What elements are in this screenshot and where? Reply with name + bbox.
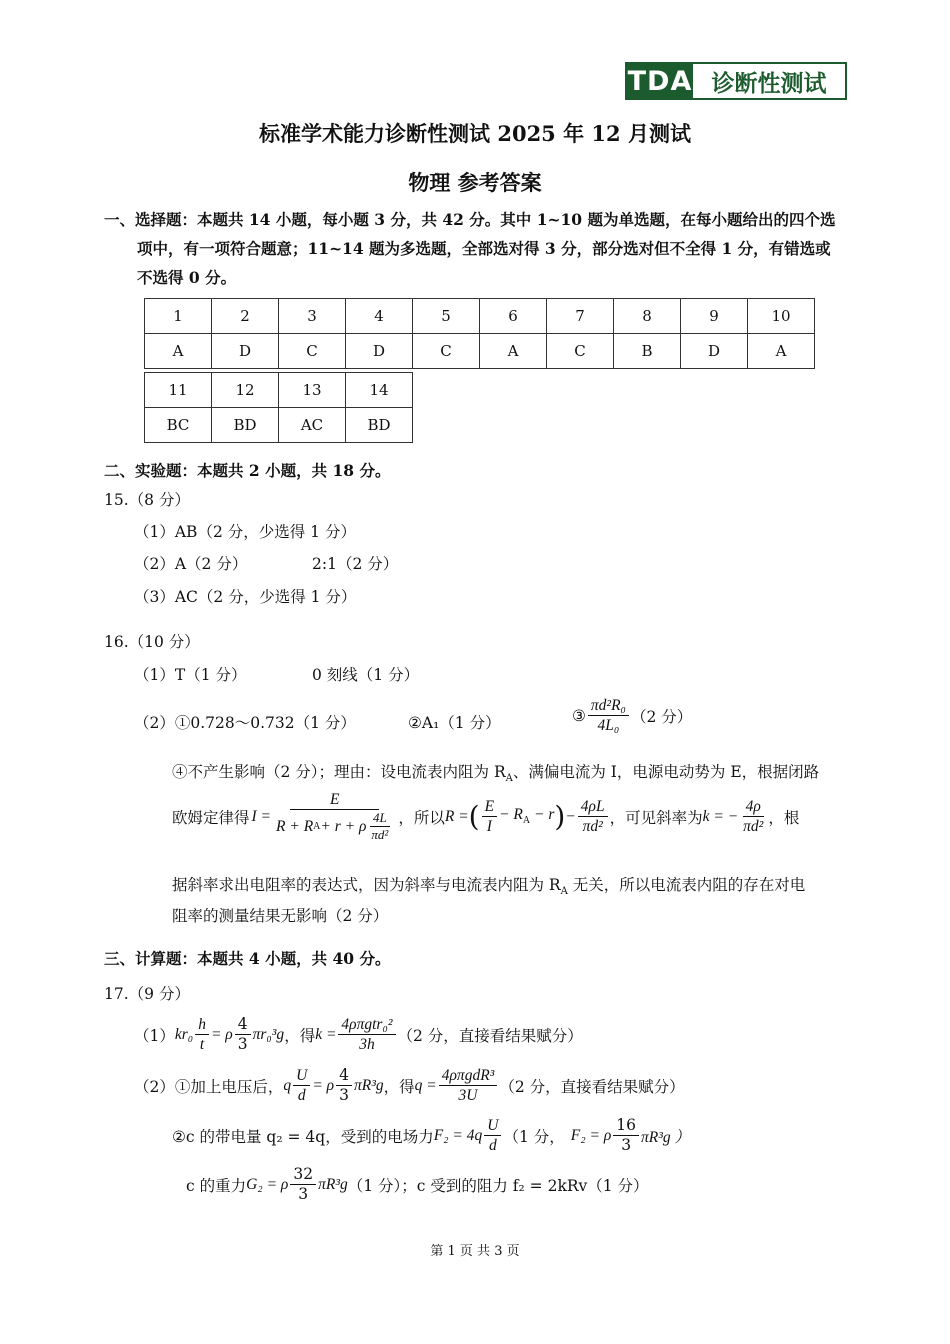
table-cell: 6 xyxy=(480,299,547,334)
fraction-E-over-I xyxy=(482,797,497,836)
table-cell: 5 xyxy=(413,299,480,334)
q17-label: 17.（9 分） xyxy=(104,985,190,1003)
subscript: A xyxy=(505,773,513,785)
q16-label: 16.（10 分） xyxy=(104,633,200,651)
section1-line2: 项中，有一项符合题意；11~14 题为多选题，全部选对得 3 分，部分选对但不全得 1 分，有错选或 xyxy=(137,239,831,258)
text: ，所以 xyxy=(398,808,445,827)
q16-part4-line2 xyxy=(172,790,799,843)
table-cell: 4 xyxy=(346,299,413,334)
text: （1 分）；c 受到的阻力 f₂ = 2kRv（1 分） xyxy=(347,1176,649,1195)
fraction-numerator: U xyxy=(293,1066,310,1086)
q16-part2c-score: （2 分） xyxy=(630,707,693,726)
q15-part1: （1）AB（2 分，少选得 1 分） xyxy=(134,523,356,541)
logo-text: 诊断性测试 xyxy=(711,70,827,97)
table-cell: 10 xyxy=(748,299,815,334)
table-cell: AC xyxy=(279,408,346,443)
text: R + R xyxy=(276,818,314,835)
fraction-4pL xyxy=(578,797,608,836)
text: （2）①加上电压后， xyxy=(134,1077,284,1096)
text: 据斜率求出电阻率的表达式，因为斜率与电流表内阻为 R xyxy=(172,876,561,894)
table-cell: B xyxy=(614,334,681,369)
right-paren: ) xyxy=(554,800,566,833)
table-row xyxy=(145,299,815,334)
table-cell: D xyxy=(681,334,748,369)
q16-part4-line4: 阻率的测量结果无影响（2 分） xyxy=(172,907,389,925)
minus-sign: − xyxy=(565,807,576,825)
subscript: A xyxy=(560,886,568,898)
q17-part1 xyxy=(134,1015,583,1054)
math-F: F₂ = 4q xyxy=(433,1126,483,1144)
fraction-denominator: d xyxy=(489,1137,497,1154)
table-cell: 13 xyxy=(279,373,346,408)
fraction-numerator: 4ρL xyxy=(578,797,608,817)
table-cell: BD xyxy=(346,408,413,443)
text: （1） xyxy=(134,1026,175,1045)
fraction-U-over-d xyxy=(484,1116,501,1155)
text: 欧姆定律得 xyxy=(172,808,250,827)
math-I: I = xyxy=(251,807,272,825)
text: 、满偏电流为 I，电源电动势为 E，根据闭路 xyxy=(512,763,820,781)
fraction-denominator: 3 xyxy=(298,1185,309,1203)
fraction-numerator: 4L xyxy=(370,810,390,827)
fraction-q xyxy=(439,1066,498,1105)
fraction-inner xyxy=(368,810,391,843)
q15-part2a: （2）A（2 分） xyxy=(134,555,248,573)
q15-label: 15.（8 分） xyxy=(104,491,190,509)
fraction-denominator: πd² xyxy=(371,827,389,842)
answer-table-2 xyxy=(144,372,413,443)
fraction-denominator: 3U xyxy=(458,1087,478,1104)
fraction-numerator: 4 xyxy=(235,1015,251,1035)
table-cell: 11 xyxy=(145,373,212,408)
fraction-h-over-t xyxy=(195,1015,209,1054)
subscript: A xyxy=(313,821,321,832)
fraction-numerator: 4ρ xyxy=(743,797,764,817)
fraction-numerator: 16 xyxy=(613,1116,639,1136)
q16-part2c xyxy=(572,696,692,735)
text: ，得 xyxy=(383,1077,415,1096)
q17-part4 xyxy=(186,1165,649,1204)
table-cell: A xyxy=(145,334,212,369)
fraction-denominator: d xyxy=(297,1087,306,1104)
page-title: 标准学术能力诊断性测试 2025 年 12 月测试 xyxy=(259,121,691,146)
fraction-denominator: 3 xyxy=(621,1136,632,1154)
math-R: R = xyxy=(444,807,469,825)
table-cell: D xyxy=(346,334,413,369)
text: （1 分， xyxy=(503,1127,565,1146)
q16-part2b: ②A₁（1 分） xyxy=(408,714,501,732)
table-cell: 8 xyxy=(614,299,681,334)
text: πR³g xyxy=(353,1076,384,1094)
fraction-16-3 xyxy=(613,1116,639,1155)
table-cell: 14 xyxy=(346,373,413,408)
subscript: A xyxy=(522,815,531,827)
fraction-numerator: 32 xyxy=(290,1165,316,1185)
math-F2: F₂ = ρ xyxy=(570,1126,612,1144)
table-cell: D xyxy=(212,334,279,369)
table-cell: A xyxy=(480,334,547,369)
table-cell: C xyxy=(413,334,480,369)
q16-part2c-mark: ③ xyxy=(572,706,586,725)
math-q: q xyxy=(283,1076,292,1094)
table-cell: 9 xyxy=(681,299,748,334)
fraction-numerator: U xyxy=(484,1116,501,1136)
answer-table-1 xyxy=(144,298,815,369)
section3-heading: 三、计算题：本题共 4 小题，共 40 分。 xyxy=(104,949,391,968)
table-cell: 3 xyxy=(279,299,346,334)
table-cell: 2 xyxy=(212,299,279,334)
table-row xyxy=(145,334,815,369)
section2-heading: 二、实验题：本题共 2 小题，共 18 分。 xyxy=(104,461,391,480)
table-cell: A xyxy=(748,334,815,369)
table-cell: C xyxy=(547,334,614,369)
text: ②c 的带电量 q₂ = 4q，受到的电场力 xyxy=(172,1127,434,1146)
fraction-4-3 xyxy=(235,1015,251,1054)
text: ，得 xyxy=(284,1026,316,1045)
fraction-denominator: πd² xyxy=(743,818,764,835)
q16-part1a: （1）T（1 分） xyxy=(134,666,247,684)
fraction-numerator: 4ρπgtr₀² xyxy=(338,1015,395,1035)
fraction-denominator: I xyxy=(486,818,492,835)
fraction-numerator: h xyxy=(195,1015,209,1035)
fraction-numerator: 4 xyxy=(336,1066,352,1086)
left-paren: ( xyxy=(468,800,480,833)
text: = ρ xyxy=(210,1025,233,1043)
text: c 的重力 xyxy=(186,1176,247,1195)
fraction-32-3 xyxy=(290,1165,316,1204)
fraction-numerator: E xyxy=(290,790,379,810)
text: ④不产生影响（2 分）；理由：设电流表内阻为 R xyxy=(172,763,506,781)
fraction-U-over-d xyxy=(293,1066,310,1105)
fraction-denominator: 4L₀ xyxy=(597,717,620,734)
section1-line3: 不选得 0 分。 xyxy=(137,268,237,287)
q16-part2a: （2）①0.728～0.732（1 分） xyxy=(134,714,356,732)
text: ，根 xyxy=(768,808,800,827)
table-cell: BD xyxy=(212,408,279,443)
text: = ρ xyxy=(312,1076,335,1094)
text: ，可见斜率为 xyxy=(609,808,703,827)
q16-part4-line1 xyxy=(172,760,819,784)
fraction-current xyxy=(273,790,396,843)
math-q: q = xyxy=(414,1076,437,1094)
math-k: k = − xyxy=(702,807,739,825)
table-cell: 12 xyxy=(212,373,279,408)
table-row xyxy=(145,373,413,408)
math-lhs: kr₀ xyxy=(174,1025,194,1043)
q17-part3 xyxy=(172,1116,690,1155)
fraction-denominator: 3 xyxy=(339,1086,349,1104)
q15-part3: （3）AC（2 分，少选得 1 分） xyxy=(134,588,357,606)
q17-part2 xyxy=(134,1066,685,1105)
fraction-numerator: E xyxy=(482,797,497,817)
text: πR³g xyxy=(318,1175,348,1193)
fraction-denominator: t xyxy=(199,1036,205,1053)
q15-part2b: 2:1（2 分） xyxy=(312,555,399,573)
fraction-numerator: πd²R₀ xyxy=(588,696,629,716)
page-subtitle: 物理 参考答案 xyxy=(408,170,542,195)
table-cell: 1 xyxy=(145,299,212,334)
fraction-slope xyxy=(740,797,766,836)
text: （2 分，直接看结果赋分） xyxy=(499,1077,685,1096)
tda-logo xyxy=(625,62,847,100)
fraction-k xyxy=(338,1015,395,1054)
q16-part4-line3 xyxy=(172,873,805,897)
text: πR³g ） xyxy=(641,1128,691,1146)
fraction-denominator xyxy=(273,810,396,843)
text: （2 分，直接看结果赋分） xyxy=(397,1026,583,1045)
section1-heading: 一、选择题：本题共 14 小题，每小题 3 分，共 42 分。其中 1~10 题为单选题，在每小题给出的四个选 xyxy=(104,210,836,229)
fraction-numerator: 4ρπgdR³ xyxy=(439,1066,498,1086)
logo-mark: TDA xyxy=(627,65,693,97)
table-row xyxy=(145,408,413,443)
q16-part2c-fraction xyxy=(588,696,629,735)
text: − r xyxy=(530,806,555,824)
fraction-denominator: 3h xyxy=(359,1036,375,1053)
table-cell: C xyxy=(279,334,346,369)
text xyxy=(499,806,554,826)
table-cell: BC xyxy=(145,408,212,443)
fraction-denominator: πd² xyxy=(582,818,603,835)
q16-part1b: 0 刻线（1 分） xyxy=(312,666,420,684)
table-cell: 7 xyxy=(547,299,614,334)
page-footer: 第 1 页 共 3 页 xyxy=(430,1244,520,1259)
text: + r + ρ xyxy=(320,818,367,835)
fraction-4-3 xyxy=(336,1066,352,1105)
math-k: k = xyxy=(315,1025,337,1043)
text: πr₀³g xyxy=(252,1025,285,1043)
fraction-denominator: 3 xyxy=(237,1035,248,1053)
text: − R xyxy=(499,806,523,824)
text: 无关，所以电流表内阻的存在对电 xyxy=(567,876,806,894)
math-G: G₂ = ρ xyxy=(246,1175,289,1193)
